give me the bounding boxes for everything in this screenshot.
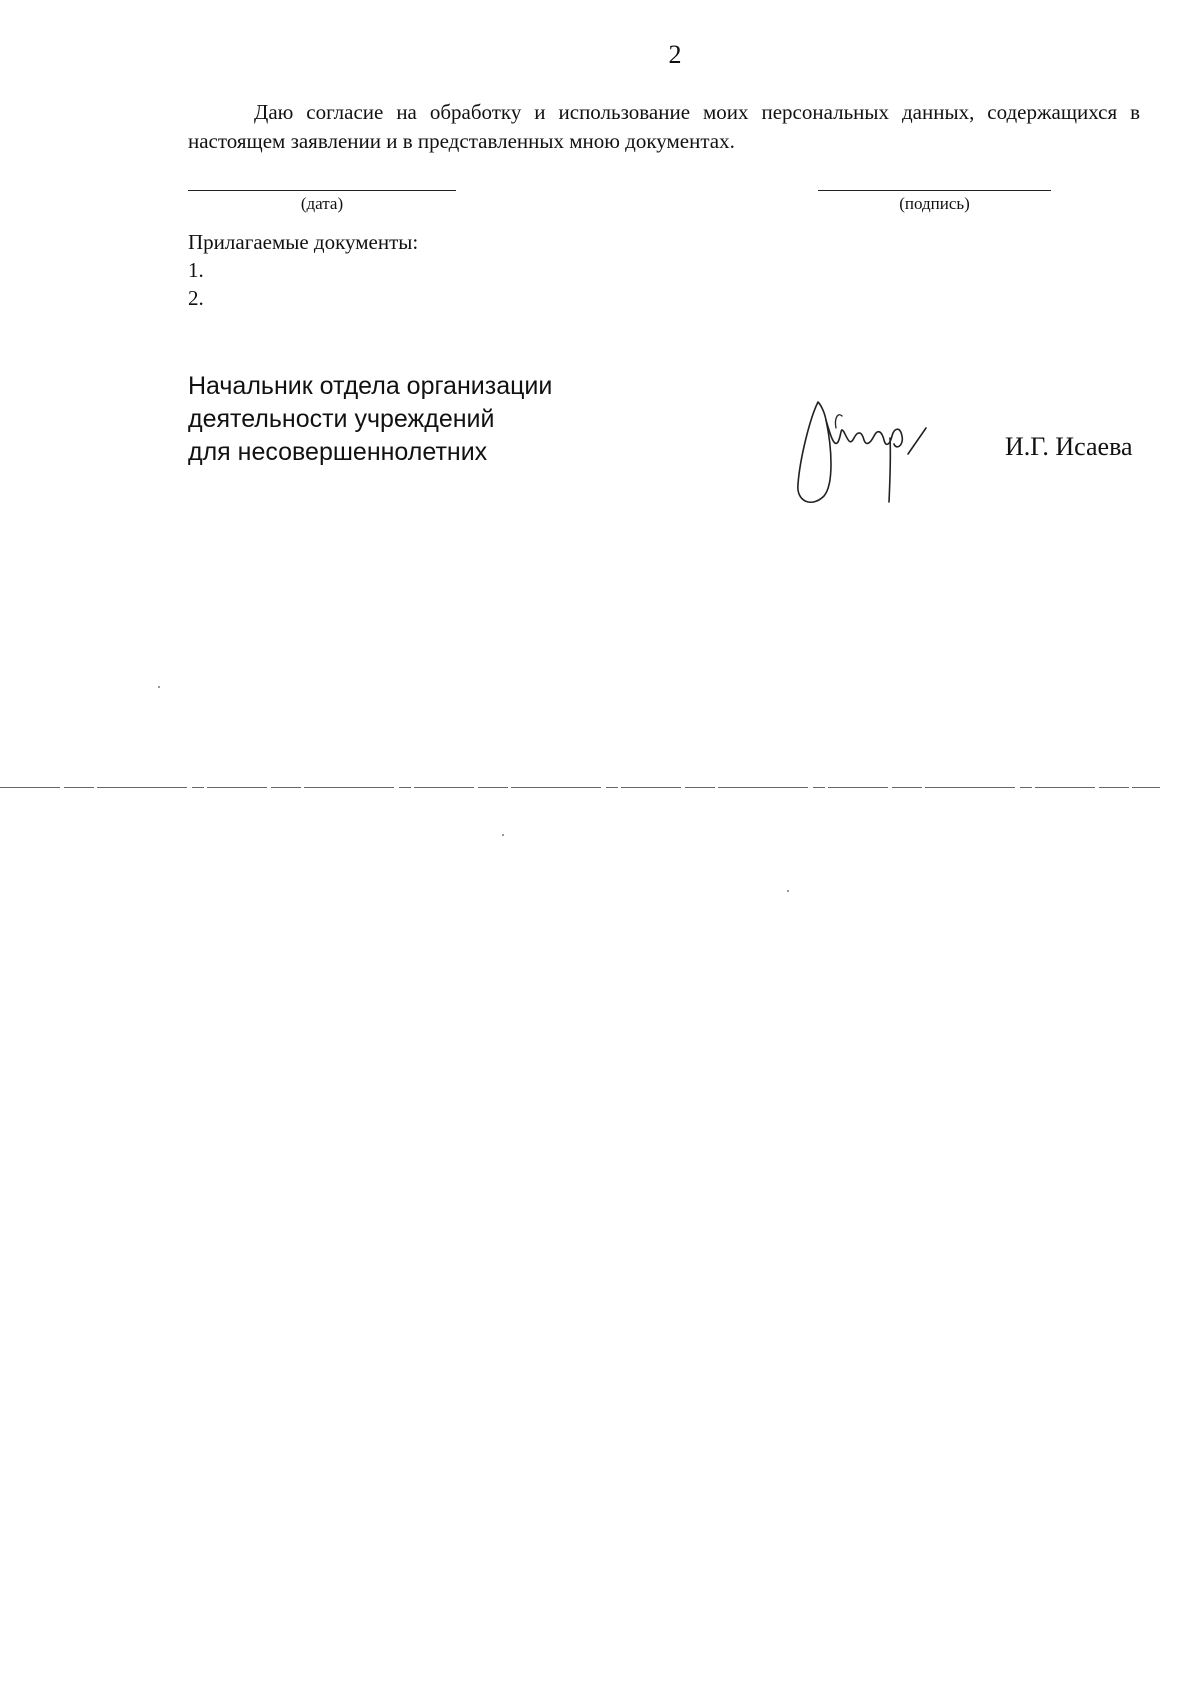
date-field (188, 190, 456, 214)
consent-statement: Даю согласие на обработку и использование моих персональных данных, содержащихся в настоящем заявлении и в представленных мною документах. (188, 100, 1140, 153)
signatory-position (188, 370, 552, 469)
attachments-heading: Прилагаемые документы: (188, 230, 419, 254)
position-line: деятельности учреждений (188, 405, 495, 433)
signature-caption: (подпись) (899, 194, 970, 213)
date-line (188, 190, 456, 191)
page-number: 2 (668, 40, 682, 69)
attachment-item: 2. (188, 286, 204, 310)
attachment-item: 1. (188, 258, 204, 282)
position-line: Начальник отдела организации (188, 372, 553, 400)
handwritten-signature-icon (790, 398, 940, 510)
scan-artifact-line (0, 786, 1160, 789)
position-line: для несовершеннолетних (188, 438, 488, 466)
scan-speck (158, 686, 160, 688)
scan-speck (787, 890, 789, 892)
date-caption: (дата) (300, 194, 344, 213)
attachments-section (188, 228, 418, 312)
signature-line (818, 190, 1051, 191)
signer-name: И.Г. Исаева (1005, 432, 1133, 461)
scan-speck (502, 834, 504, 836)
signature-field (818, 190, 1051, 214)
